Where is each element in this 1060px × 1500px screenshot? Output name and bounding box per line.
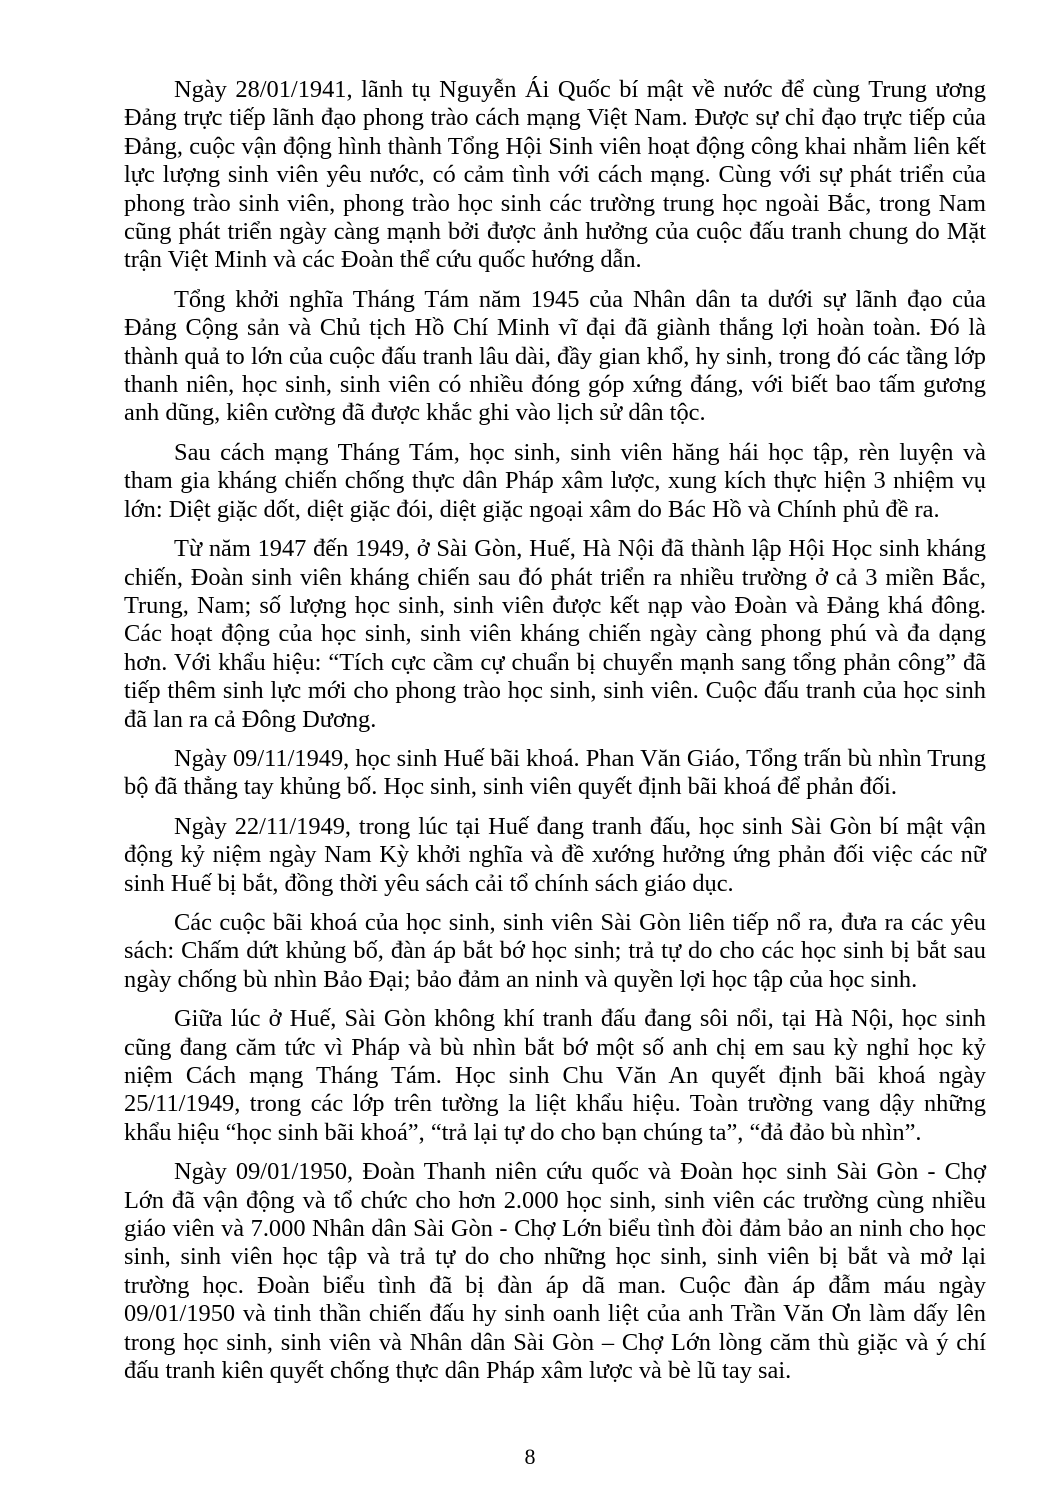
paragraph-saigon-22-11-1949: Ngày 22/11/1949, trong lúc tại Huế đang tranh đấu, học sinh Sài Gòn bí mật vận động kỷ niệm ngày Nam Kỳ khởi nghĩa và đề xướng hưởng ứng phản đối việc các nữ sinh Huế bị bắt, đồng thời yêu sách cải tổ chính sách giáo dục. (124, 812, 986, 897)
paragraph-09-01-1950: Ngày 09/01/1950, Đoàn Thanh niên cứu quốc và Đoàn học sinh Sài Gòn - Chợ Lớn đã vận động và tổ chức cho hơn 2.000 học sinh, sinh viên các trường cùng nhiều giáo viên và 7.000 Nhân dân Sài Gòn - Chợ Lớn biểu tình đòi đảm bảo an ninh cho học sinh, sinh viên học tập và trả tự do cho những học sinh, sinh viên bị bắt và mở lại trường học. Đoàn biểu tình đã bị đàn áp dã man. Cuộc đàn áp đẫm máu ngày 09/01/1950 và tinh thần chiến đấu hy sinh oanh liệt của anh Trần Văn Ơn làm dấy lên trong học sinh, sinh viên và Nhân dân Sài Gòn – Chợ Lớn lòng căm thù giặc và ý chí đấu tranh kiên quyết chống thực dân Pháp xâm lược và bè lũ tay sai. (124, 1158, 986, 1385)
paragraph-august-revolution-1945: Tổng khởi nghĩa Tháng Tám năm 1945 của Nhân dân ta dưới sự lãnh đạo của Đảng Cộng sản và Chủ tịch Hồ Chí Minh vĩ đại đã giành thắng lợi hoàn toàn. Đó là thành quả to lớn của cuộc đấu tranh lâu dài, đầy gian khổ, hy sinh, trong đó các tầng lớp thanh niên, học sinh, sinh viên có nhiều đóng góp xứng đáng, với biết bao tấm gương anh dũng, kiên cường đã được khắc ghi vào lịch sử dân tộc. (124, 285, 986, 427)
paragraph-1941-nguyen-ai-quoc: Ngày 28/01/1941, lãnh tụ Nguyễn Ái Quốc bí mật về nước để cùng Trung ương Đảng trực tiếp lãnh đạo phong trào cách mạng Việt Nam. Được sự chỉ đạo trực tiếp của Đảng, cuộc vận động hình thành Tổng Hội Sinh viên hoạt động công khai nhằm liên kết lực lượng sinh viên yêu nước, có cảm tình với cách mạng. Cùng với sự phát triển của phong trào sinh viên, phong trào học sinh các trường trung học ngoài Bắc, trong Nam cũng phát triển ngày càng mạnh bởi được ảnh hưởng của cuộc đấu tranh chung do Mặt trận Việt Minh và các Đoàn thể cứu quốc hướng dẫn. (124, 76, 986, 274)
paragraph-after-revolution: Sau cách mạng Tháng Tám, học sinh, sinh viên hăng hái học tập, rèn luyện và tham gia kháng chiến chống thực dân Pháp xâm lược, xung kích thực hiện 3 nhiệm vụ lớn: Diệt giặc dốt, diệt giặc đói, diệt giặc ngoại xâm do Bác Hồ và Chính phủ đề ra. (124, 438, 986, 523)
paragraph-1947-1949: Từ năm 1947 đến 1949, ở Sài Gòn, Huế, Hà Nội đã thành lập Hội Học sinh kháng chiến, Đoàn sinh viên kháng chiến sau đó phát triển ra nhiều trường ở cả 3 miền Bắc, Trung, Nam; số lượng học sinh, sinh viên được kết nạp vào Đoàn và Đảng khá đông. Các hoạt động của học sinh, sinh viên kháng chiến ngày càng phong phú và đa dạng hơn. Với khẩu hiệu: “Tích cực cầm cự chuẩn bị chuyển mạnh sang tổng phản công” đã tiếp thêm sinh lực mới cho phong trào học sinh, sinh viên. Cuộc đấu tranh của học sinh đã lan ra cả Đông Dương. (124, 535, 986, 733)
paragraph-saigon-demands: Các cuộc bãi khoá của học sinh, sinh viên Sài Gòn liên tiếp nổ ra, đưa ra các yêu sách: Chấm dứt khủng bố, đàn áp bắt bớ học sinh; trả tự do cho các học sinh bị bắt sau ngày chống bù nhìn Bảo Đại; bảo đảm an ninh và quyền lợi học tập của học sinh. (124, 908, 986, 993)
page-number: 8 (524, 1444, 536, 1469)
paragraph-hanoi-chu-van-an: Giữa lúc ở Huế, Sài Gòn không khí tranh đấu đang sôi nổi, tại Hà Nội, học sinh cũng đang căm tức vì Pháp và bù nhìn bắt bớ một số anh chị em sau kỳ nghỉ học kỷ niệm Cách mạng Tháng Tám. Học sinh Chu Văn An quyết định bãi khoá ngày 25/11/1949, trong các lớp trên tường la liệt khẩu hiệu. Toàn trường vang dậy những khẩu hiệu “học sinh bãi khoá”, “trả lại tự do cho bạn chúng ta”, “đả đảo bù nhìn”. (124, 1005, 986, 1146)
document-body (124, 76, 986, 1396)
paragraph-hue-strike: Ngày 09/11/1949, học sinh Huế bãi khoá. Phan Văn Giáo, Tổng trấn bù nhìn Trung bộ đã thẳng tay khủng bố. Học sinh, sinh viên quyết định bãi khoá để phản đối. (124, 744, 986, 801)
